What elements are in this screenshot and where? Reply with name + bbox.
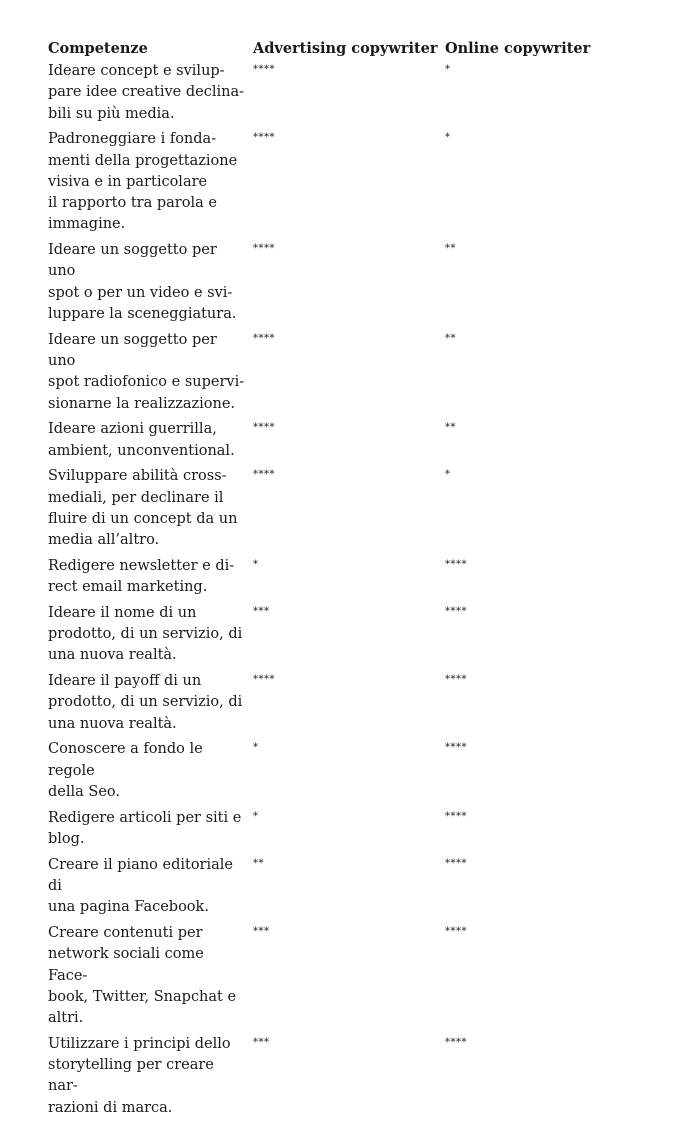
advertising-rating: *** <box>253 925 270 937</box>
skill-cell: Redigere articoli per siti e blog. <box>48 809 242 847</box>
table-row <box>48 61 648 129</box>
table-row <box>48 855 648 923</box>
skill-cell: Ideare un soggetto per uno spot o per un video e svi- luppare la sceneggiatura. <box>48 242 237 323</box>
advertising-rating: **** <box>253 674 275 686</box>
advertising-rating: *** <box>253 605 270 617</box>
header-advertising-copywriter: Advertising copywriter <box>253 40 438 57</box>
online-rating: ** <box>445 332 456 344</box>
table-row <box>48 466 648 556</box>
skill-cell: Ideare azioni guerrilla, ambient, unconventional. <box>48 421 235 459</box>
online-rating: **** <box>445 605 467 617</box>
advertising-rating: **** <box>253 64 275 75</box>
skill-cell: Sviluppare abilità cross- mediali, per declinare il fluire di un concept da un media all’altro. <box>48 468 238 549</box>
skill-cell: Creare il piano editoriale di una pagina Facebook. <box>48 856 233 916</box>
skill-cell: Redigere newsletter e di- rect email marketing. <box>48 557 235 596</box>
online-rating: * <box>445 64 451 75</box>
header-competenze: Competenze <box>48 40 148 57</box>
advertising-rating: ** <box>253 857 264 869</box>
skill-cell: Padroneggiare i fonda- menti della progettazione visiva e in particolare il rapporto tra parola e immagine. <box>48 131 238 233</box>
online-rating: **** <box>445 742 467 754</box>
table-row <box>48 556 648 603</box>
advertising-rating: *** <box>253 1036 270 1048</box>
skills-comparison-table <box>48 34 648 1123</box>
online-rating: ** <box>445 422 456 434</box>
online-rating: * <box>445 132 451 144</box>
advertising-rating: * <box>253 742 259 754</box>
table-row <box>48 603 648 671</box>
table-row <box>48 1034 648 1123</box>
advertising-rating: **** <box>253 469 275 481</box>
online-rating: **** <box>445 857 467 869</box>
header-online-copywriter: Online copywriter <box>445 40 591 57</box>
online-rating: **** <box>445 925 467 937</box>
skill-cell: Ideare un soggetto per uno spot radiofonico e supervi- sionarne la realizzazione. <box>48 331 245 412</box>
table-row <box>48 419 648 466</box>
online-rating: **** <box>445 558 467 570</box>
skill-cell: Utilizzare i principi dello storytelling per creare nar- razioni di marca. <box>48 1035 231 1116</box>
online-rating: ** <box>445 243 456 255</box>
advertising-rating: **** <box>253 132 275 144</box>
document-page <box>48 34 668 1123</box>
skill-cell: Creare contenuti per network sociali come Face- book, Twitter, Snapchat e altri. <box>48 924 237 1027</box>
table-row <box>48 240 648 330</box>
online-rating: **** <box>445 810 467 822</box>
table-row <box>48 129 648 240</box>
table-row <box>48 671 648 739</box>
table-row <box>48 739 648 807</box>
online-rating: **** <box>445 1036 467 1048</box>
skill-cell: Ideare concept e svilup- pare idee creative declina- bili su più media. <box>48 63 245 122</box>
table-row <box>48 923 648 1034</box>
skill-cell: Ideare il nome di un prodotto, di un servizio, di una nuova realtà. <box>48 604 243 664</box>
online-rating: **** <box>445 674 467 686</box>
advertising-rating: **** <box>253 243 275 255</box>
advertising-rating: * <box>253 558 259 570</box>
advertising-rating: **** <box>253 332 275 344</box>
advertising-rating: * <box>253 810 259 822</box>
table-row <box>48 808 648 855</box>
skill-cell: Ideare il payoff di un prodotto, di un servizio, di una nuova realtà. <box>48 673 243 732</box>
advertising-rating: **** <box>253 422 275 434</box>
table-row <box>48 330 648 420</box>
table-header-row <box>48 34 648 61</box>
skill-cell: Conoscere a fondo le regole della Seo. <box>48 741 203 801</box>
online-rating: * <box>445 469 451 481</box>
